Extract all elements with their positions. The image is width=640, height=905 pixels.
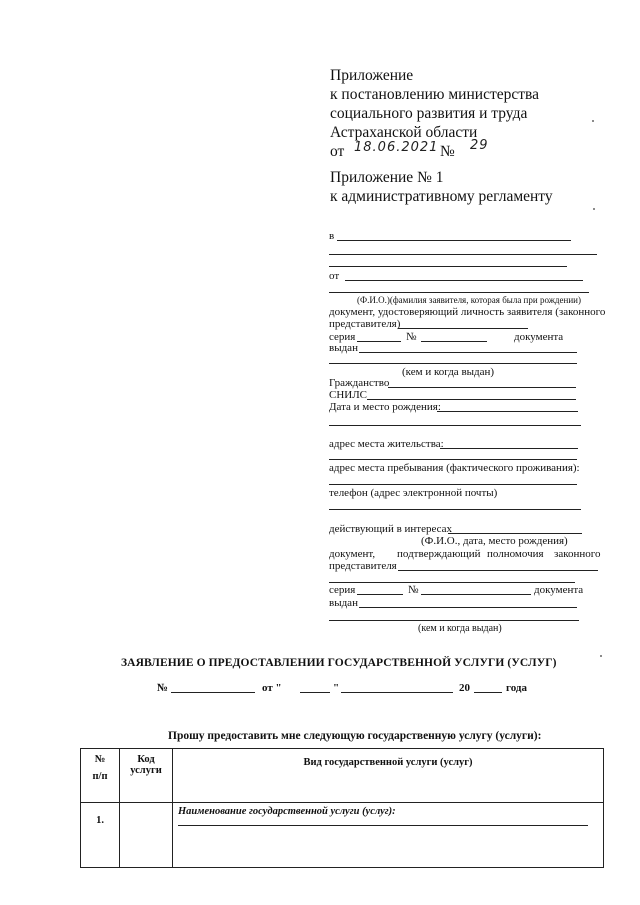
residence-field-2[interactable] <box>329 459 577 460</box>
issued2-field[interactable] <box>359 607 577 608</box>
stay-field[interactable] <box>329 484 577 485</box>
acting-field[interactable] <box>448 533 582 534</box>
row-number-cell <box>81 803 120 868</box>
col-code-header <box>120 749 173 803</box>
appendix-subtitle: к административному регламенту <box>330 188 553 205</box>
number-field[interactable] <box>421 341 487 342</box>
application-quote: " <box>333 682 340 694</box>
scan-speck <box>600 655 602 657</box>
phone-label: телефон (адрес электронной почты) <box>329 487 498 499</box>
application-from-label: от " <box>262 682 282 694</box>
application-no-label: № <box>157 682 169 694</box>
col-num-line-2: п/п <box>92 771 108 782</box>
issued2-field-2[interactable] <box>329 620 579 621</box>
stay-label: адрес места пребывания (фактического проживания): <box>329 462 580 474</box>
to-field-2[interactable] <box>329 254 597 255</box>
document-label: документа <box>514 331 564 343</box>
handwritten-date: 18.06.2021 <box>354 140 439 155</box>
row-service-label: Наименование государственной услуги (услуг): <box>178 806 396 817</box>
issued-field[interactable] <box>359 352 577 353</box>
residence-field[interactable] <box>440 448 578 449</box>
authority-word-3: полномочия <box>487 548 544 560</box>
snils-field[interactable] <box>367 399 576 400</box>
issued2-caption: (кем и когда выдан) <box>418 623 502 634</box>
id-document-label: документ, удостоверяющий личность заявителя (законного <box>329 306 606 318</box>
authority-word-1: документ, <box>329 548 376 560</box>
document2-label: документа <box>534 584 584 596</box>
header-number-label: № <box>440 143 455 160</box>
number2-field[interactable] <box>421 594 531 595</box>
number2-label: № <box>408 584 419 596</box>
header-line-2: к постановлению министерства <box>330 86 540 103</box>
request-text: Прошу предоставить мне следующую государственную услугу (услуги): <box>168 730 542 742</box>
header-line-4: Астраханской области <box>330 124 478 141</box>
handwritten-number: 29 <box>470 138 489 153</box>
col-code-line-2: услуги <box>130 765 162 776</box>
appendix-title: Приложение № 1 <box>330 169 444 186</box>
col-num-header <box>81 749 120 803</box>
to-label: в <box>329 230 335 242</box>
citizenship-field[interactable] <box>388 387 576 388</box>
series2-label: серия <box>329 584 356 596</box>
phone-field[interactable] <box>329 509 581 510</box>
col-code-line-1: Код <box>137 754 155 765</box>
birth-field-2[interactable] <box>329 425 581 426</box>
header-from-label: от <box>330 143 345 160</box>
col-service-label: Вид государственной услуги (услуг) <box>303 757 473 768</box>
col-service-header <box>173 749 604 803</box>
residence-label: адрес места жительства: <box>329 438 444 450</box>
series-field[interactable] <box>357 341 401 342</box>
issued-label: выдан <box>329 342 358 354</box>
issued-field-2[interactable] <box>329 363 577 364</box>
acting-caption: (Ф.И.О., дата, место рождения) <box>421 535 568 547</box>
number-label: № <box>406 331 417 343</box>
application-year-suffix: года <box>506 682 527 694</box>
fio-caption: (Ф.И.О.)(фамилия заявителя, которая была при рождении) <box>357 295 581 305</box>
series2-field[interactable] <box>357 594 403 595</box>
row-service-cell[interactable] <box>173 803 604 868</box>
application-day-field[interactable] <box>300 692 330 693</box>
birth-label: Дата и место рождения: <box>329 401 441 413</box>
series-label: серия <box>329 331 356 343</box>
application-year-field[interactable] <box>474 692 502 693</box>
services-table <box>80 748 604 868</box>
scan-speck <box>593 208 595 210</box>
table-row <box>81 803 604 868</box>
from-label: от <box>329 270 340 282</box>
representative-field[interactable] <box>398 328 528 329</box>
authority-word-4: законного <box>554 548 601 560</box>
from-field[interactable] <box>345 280 583 281</box>
header-line-1: Приложение <box>330 67 414 84</box>
citizenship-label: Гражданство <box>329 377 390 389</box>
issued2-label: выдан <box>329 597 358 609</box>
header-line-3: социального развития и труда <box>330 105 528 122</box>
issued-caption: (кем и когда выдан) <box>402 366 495 378</box>
scan-speck <box>592 120 594 122</box>
from-field-2[interactable] <box>329 292 589 293</box>
row-number: 1. <box>96 815 104 826</box>
to-field[interactable] <box>337 240 571 241</box>
authority-word-2: подтверждающий <box>397 548 481 560</box>
application-title: ЗАЯВЛЕНИЕ О ПРЕДОСТАВЛЕНИИ ГОСУДАРСТВЕННОЙ УСЛУГИ (УСЛУГ) <box>121 657 557 669</box>
application-year-prefix: 20 <box>459 682 470 694</box>
to-field-3[interactable] <box>329 266 567 267</box>
row-service-field[interactable] <box>178 825 588 826</box>
snils-label: СНИЛС <box>329 389 368 401</box>
table-header-row <box>81 749 604 803</box>
rep-field[interactable] <box>398 570 598 571</box>
representative-label: представителя) <box>329 318 401 330</box>
col-num-line-1: № <box>94 754 106 765</box>
acting-label: действующий в интересах <box>329 523 453 535</box>
application-no-field[interactable] <box>171 692 255 693</box>
rep-field-2[interactable] <box>329 582 575 583</box>
rep-label: представителя <box>329 560 397 572</box>
application-month-field[interactable] <box>341 692 453 693</box>
row-code-cell[interactable] <box>120 803 173 868</box>
birth-field[interactable] <box>437 411 578 412</box>
